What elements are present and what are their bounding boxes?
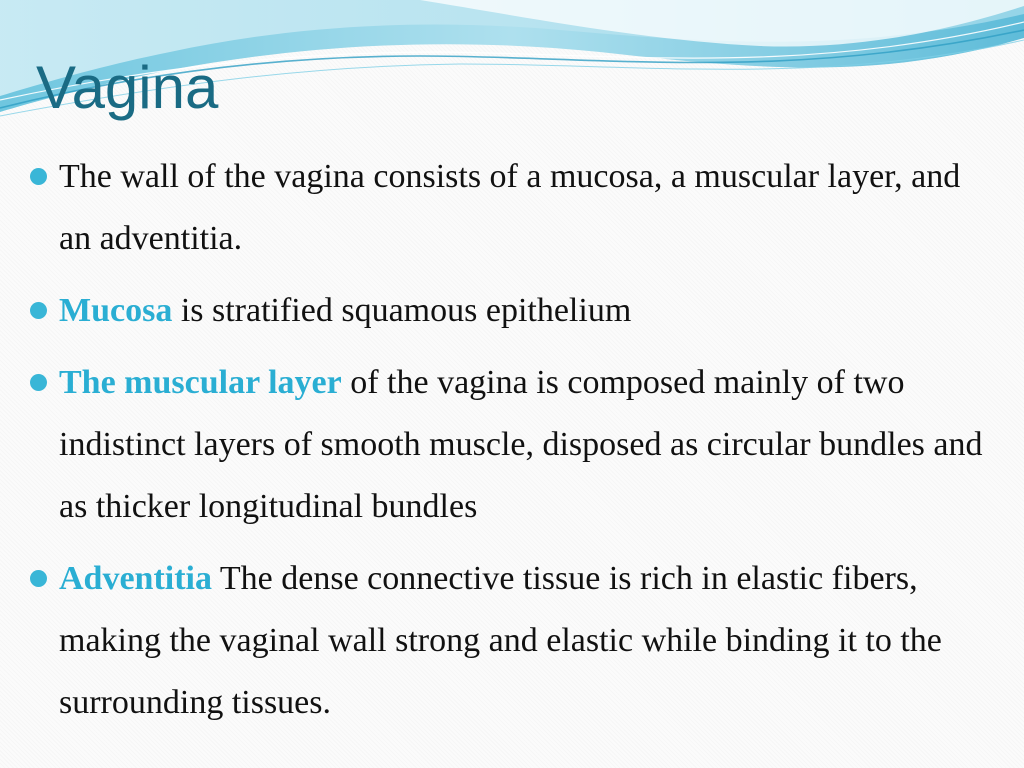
bullet-text: The dense connective tissue is rich in elastic fibers, making the vaginal wall strong and elastic while binding it to the surrounding tissues. — [59, 560, 942, 721]
bullet-dot-icon — [30, 168, 47, 185]
bullet-item — [0, 548, 1024, 734]
bullet-text: The wall of the vagina consists of a mucosa, a muscular layer, and an adventitia. — [59, 158, 961, 257]
bullet-text: is stratified squamous epithelium — [172, 292, 632, 329]
bullet-dot-icon — [30, 570, 47, 587]
bullet-term: The muscular layer — [59, 364, 342, 401]
slide-title: Vagina — [36, 54, 219, 121]
bullet-term: Mucosa — [59, 292, 173, 329]
bullet-text: of the vagina is composed mainly of two indistinct layers of smooth muscle, disposed as circular bundles and as thicker longitudinal bundles — [59, 364, 983, 525]
bullet-dot-icon — [30, 374, 47, 391]
bullet-item — [0, 280, 1024, 342]
bullet-item — [0, 352, 1024, 538]
bullet-dot-icon — [30, 302, 47, 319]
bullet-list — [0, 146, 1024, 744]
bullet-item — [0, 146, 1024, 270]
bullet-term: Adventitia — [59, 560, 212, 597]
